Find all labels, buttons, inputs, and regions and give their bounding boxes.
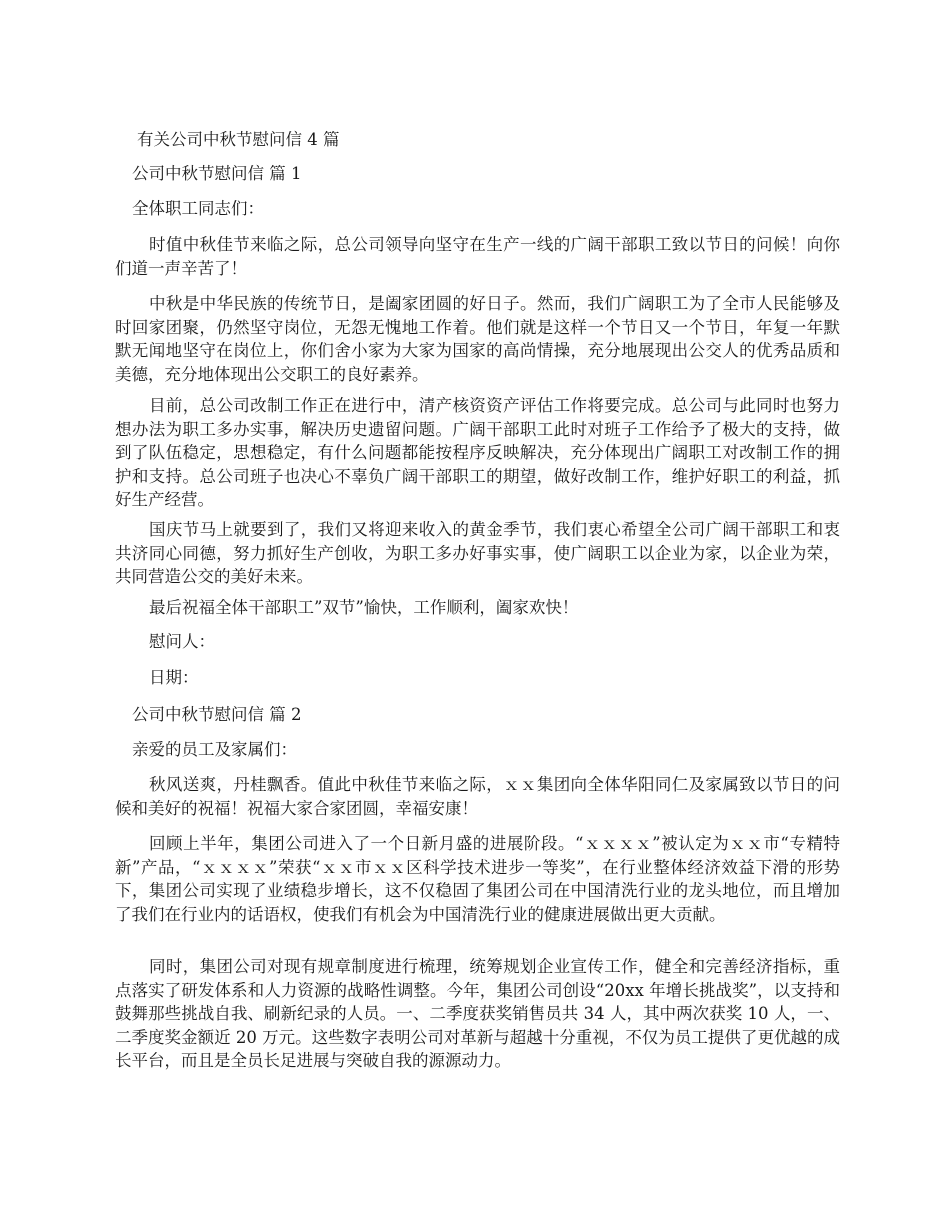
letter1-signer: 慰问人：: [149, 632, 215, 651]
letter2-paragraph-3: 同时，集团公司对现有规章制度进行梳理，统筹规划企业宣传工作，健全和完善经济指标，重点落实了研发体系和人力资源的战略性调整。今年，集团公司创设“20xx 年增长挑战奖”，以支持和鼓舞那些挑战自我、刷新纪录的人员。一、二季度获奖销售员共 34 人，其中两次获奖 10 人，一、二季度奖金额近 20 万元。这些数字表明公司对革新与超越十分重视，不仅为员工提供了更优越的成长平台，而且是全员长足进展与突破自我的源源动力。: [115, 957, 840, 1071]
letter1-paragraph-1: 时值中秋佳节来临之际，总公司领导向坚守在生产一线的广阔干部职工致以节日的问候！向你们道一声辛苦了！: [115, 235, 840, 278]
letter1-paragraph-5: 最后祝福全体干部职工”双节”愉快，工作顺利，阖家欢快！: [149, 598, 579, 617]
letter1-paragraph-2: 中秋是中华民族的传统节日，是阖家团圆的好日子。然而，我们广阔职工为了全市人民能够及时回家团聚，仍然坚守岗位，无怨无愧地工作着。他们就是这样一个节日又一个节日，年复一年默默无闻地坚守在岗位上，你们舍小家为大家为国家的高尚情操，充分地展现出公交人的优秀品质和美德，充分地体现出公交职工的良好素养。: [115, 294, 840, 384]
letter2-paragraph-2: 回顾上半年，集团公司进入了一个日新月盛的进展阶段。“ｘｘｘｘ”被认定为ｘｘ市“专精特新”产品，“ｘｘｘｘ”荣获“ｘｘ市ｘｘ区科学技术进步一等奖”，在行业整体经济效益下滑的形势下，集团公司实现了业绩稳步增长，这不仅稳固了集团公司在中国清洗行业的龙头地位，而且增加了我们在行业内的话语权，使我们有机会为中国清洗行业的健康进展做出更大贡献。: [115, 834, 840, 924]
letter2-paragraph-1: 秋风送爽，丹桂飘香。值此中秋佳节来临之际，ｘｘ集团向全体华阳同仁及家属致以节日的问候和美好的祝福！祝福大家合家团圆，幸福安康！: [115, 775, 840, 818]
letter1-paragraph-4: 国庆节马上就要到了，我们又将迎来收入的黄金季节，我们衷心希望全公司广阔干部职工和衷共济同心同德，努力抓好生产创收，为职工多办好事实事，使广阔职工以企业为家，以企业为荣，共同营造公交的美好未来。: [115, 520, 840, 587]
letter1-date: 日期：: [149, 668, 199, 687]
letter2-salutation: 亲爱的员工及家属们：: [132, 740, 297, 759]
letter2-heading: 公司中秋节慰问信 篇 2: [132, 705, 302, 724]
letter1-paragraph-3: 目前，总公司改制工作正在进行中，清产核资资产评估工作将要完成。总公司与此同时也努力想办法为职工多办实事，解决历史遗留问题。广阔干部职工此时对班子工作给予了极大的支持，做到了队伍稳定，思想稳定，有什么问题都能按程序反映解决，充分体现出广阔职工对改制工作的拥护和支持。总公司班子也决心不辜负广阔干部职工的期望，做好改制工作，维护好职工的利益，抓好生产经营。: [115, 396, 840, 510]
letter1-salutation: 全体职工同志们：: [132, 199, 264, 218]
letter1-heading: 公司中秋节慰问信 篇 1: [132, 164, 302, 183]
document-title: 有关公司中秋节慰问信 4 篇: [137, 130, 340, 149]
